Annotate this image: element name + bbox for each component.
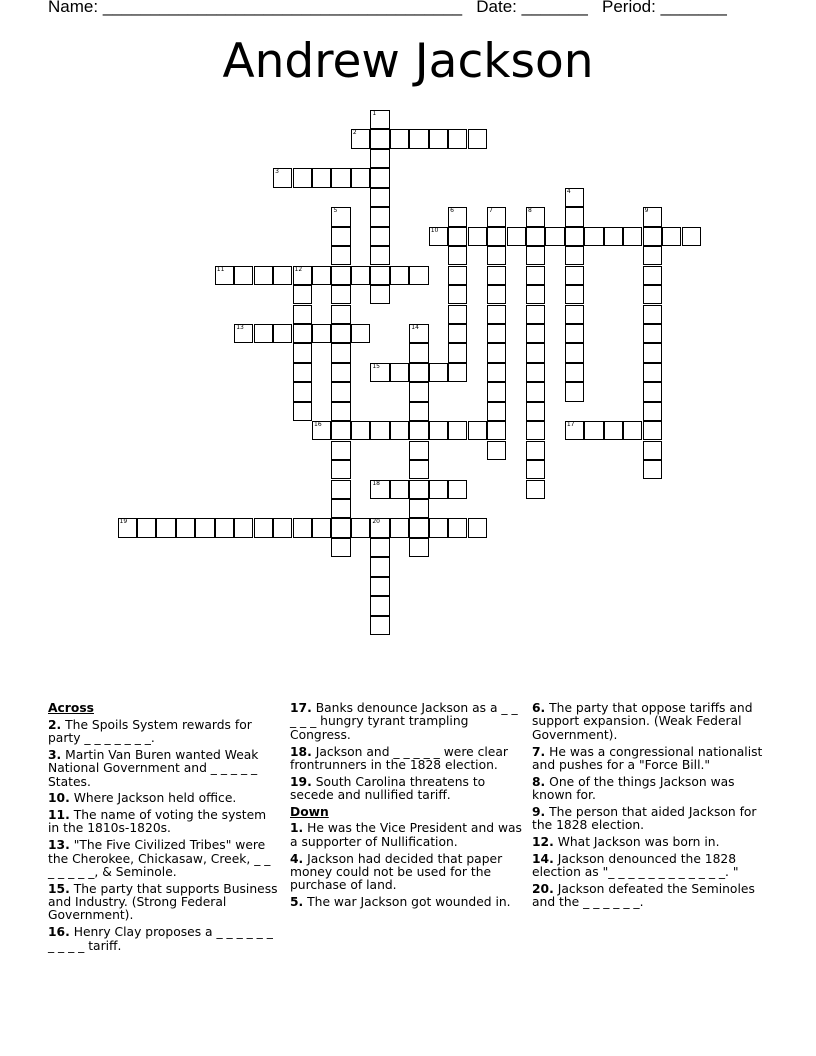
grid-cell[interactable] [623,227,642,246]
down-clue [532,702,764,742]
grid-cell[interactable] [526,266,545,285]
clue-num: 14. [532,851,554,866]
grid-cell[interactable] [351,421,370,440]
grid-cell[interactable] [507,227,526,246]
clue-num: 9. [532,804,546,819]
grid-cell[interactable] [331,480,350,499]
grid-cell[interactable] [604,227,623,246]
clue-num: 10. [48,791,70,806]
grid-cell[interactable] [370,110,389,129]
clue-text: The war Jackson got wounded in. [303,895,511,910]
grid-cell[interactable] [331,207,350,226]
grid-cell[interactable] [526,207,545,226]
grid-cell[interactable] [293,266,312,285]
grid-cell[interactable] [526,246,545,265]
down-clue [290,853,522,893]
clue-num: 12. [532,834,554,849]
grid-cell[interactable] [565,188,584,207]
grid-cell[interactable] [293,305,312,324]
grid-cell[interactable] [409,129,428,148]
grid-cell[interactable] [293,363,312,382]
clue-num: 19. [290,774,312,789]
grid-cell[interactable] [565,382,584,401]
grid-cell[interactable] [643,402,662,421]
grid-cell[interactable] [293,343,312,362]
clue-number: 13 [236,323,244,331]
clue-number: 8 [527,207,532,215]
grid-cell[interactable] [215,266,234,285]
grid-cell[interactable] [331,285,350,304]
clue-number: 16 [314,421,322,429]
grid-cell[interactable] [643,460,662,479]
clue-number: 2 [352,129,357,137]
grid-cell[interactable] [293,518,312,537]
across-clue [48,749,280,789]
clue-num: 2. [48,717,62,732]
grid-cell[interactable] [370,266,389,285]
grid-cell[interactable] [195,518,214,537]
down-clue [532,883,764,910]
clue-num: 3. [48,747,62,762]
grid-cell[interactable] [487,246,506,265]
down-clue [290,896,522,909]
name-label: Name: [48,0,99,16]
grid-cell[interactable] [565,343,584,362]
grid-cell[interactable] [331,343,350,362]
grid-cell[interactable] [526,285,545,304]
across-clue [290,702,522,742]
across-clue [48,792,280,805]
across-clue [290,746,522,773]
grid-cell[interactable] [390,363,409,382]
grid-cell[interactable] [409,421,428,440]
clue-num: 15. [48,881,70,896]
grid-cell[interactable] [293,382,312,401]
grid-cell[interactable] [390,480,409,499]
grid-cell[interactable] [331,363,350,382]
grid-cell[interactable] [643,266,662,285]
clue-number: 7 [489,207,493,215]
grid-cell[interactable] [526,421,545,440]
across-clue [48,719,280,746]
clue-text: Jackson defeated the Seminoles and the _ _ _ _ _ _. [532,881,755,910]
period-line[interactable]: _______ [660,0,727,16]
date-line[interactable]: _______ [521,0,588,16]
grid-cell[interactable] [370,129,389,148]
grid-cell[interactable] [390,266,409,285]
grid-cell[interactable] [448,227,467,246]
grid-cell[interactable] [409,382,428,401]
grid-cell[interactable] [331,518,350,537]
grid-cell[interactable] [487,285,506,304]
grid-cell[interactable] [351,129,370,148]
grid-cell[interactable] [448,246,467,265]
down-heading: Down [290,804,329,819]
across-clue [48,839,280,879]
grid-cell[interactable] [312,421,331,440]
grid-cell[interactable] [448,305,467,324]
grid-cell[interactable] [370,616,389,635]
page-title: Andrew Jackson [222,34,594,89]
clue-num: 18. [290,744,312,759]
grid-cell[interactable] [448,266,467,285]
grid-cell[interactable] [254,266,273,285]
grid-cell[interactable] [331,538,350,557]
clue-number: 3 [275,168,279,176]
grid-cell[interactable] [565,421,584,440]
grid-cell[interactable] [565,266,584,285]
grid-cell[interactable] [254,518,273,537]
grid-cell[interactable] [370,557,389,576]
grid-cell[interactable] [526,305,545,324]
grid-cell[interactable] [526,324,545,343]
grid-cell[interactable] [604,421,623,440]
clues-column-3 [532,702,764,913]
down-clue [532,776,764,803]
grid-cell[interactable] [565,324,584,343]
grid-cell[interactable] [448,207,467,226]
grid-cell[interactable] [643,285,662,304]
period-label: Period: [602,0,656,16]
grid-cell[interactable] [293,324,312,343]
name-line[interactable]: ______________________________________ [102,0,463,16]
grid-cell[interactable] [370,285,389,304]
clue-num: 1. [290,821,304,836]
across-clue [48,809,280,836]
grid-cell[interactable] [370,168,389,187]
grid-cell[interactable] [137,518,156,537]
grid-cell[interactable] [156,518,175,537]
clue-text: Where Jackson held office. [69,791,237,806]
grid-cell[interactable] [584,421,603,440]
grid-cell[interactable] [409,363,428,382]
clue-text: Jackson and _ _ _ _ _ were clear frontrunners in the 1828 election. [290,744,508,772]
grid-cell[interactable] [487,441,506,460]
grid-cell[interactable] [526,382,545,401]
clue-num: 11. [48,808,70,823]
clue-number: 6 [450,207,454,215]
grid-cell[interactable] [643,305,662,324]
clue-num: 6. [532,701,546,715]
grid-cell[interactable] [429,363,448,382]
clue-text: Banks denounce Jackson as a _ _ _ _ _ hungry tyrant trampling Congress. [290,701,518,742]
grid-cell[interactable] [448,518,467,537]
clue-num: 16. [48,925,70,940]
grid-cell[interactable] [234,324,253,343]
grid-cell[interactable] [176,518,195,537]
grid-cell[interactable] [643,343,662,362]
clue-num: 13. [48,838,70,853]
grid-cell[interactable] [643,227,662,246]
grid-cell[interactable] [370,188,389,207]
grid-cell[interactable] [565,246,584,265]
grid-cell[interactable] [545,227,564,246]
grid-cell[interactable] [643,324,662,343]
grid-cell[interactable] [526,460,545,479]
grid-cell[interactable] [487,363,506,382]
grid-cell[interactable] [390,421,409,440]
clue-number: 12 [294,265,303,273]
grid-cell[interactable] [351,324,370,343]
clue-text: One of the things Jackson was known for. [532,774,735,803]
clue-number: 10 [430,226,439,234]
grid-cell[interactable] [273,168,292,187]
grid-cell[interactable] [487,266,506,285]
clue-number: 19 [119,518,128,526]
grid-cell[interactable] [293,285,312,304]
grid-cell[interactable] [331,246,350,265]
grid-cell[interactable] [409,480,428,499]
grid-cell[interactable] [331,382,350,401]
clue-number: 17 [566,421,575,429]
across-clue [48,926,280,953]
grid-cell[interactable] [331,441,350,460]
grid-cell[interactable] [312,168,331,187]
grid-cell[interactable] [215,518,234,537]
grid-cell[interactable] [331,499,350,518]
down-clue [532,853,764,880]
clues-column-1 [48,702,280,956]
grid-cell[interactable] [643,363,662,382]
grid-cell[interactable] [331,305,350,324]
grid-cell[interactable] [448,343,467,362]
grid-cell[interactable] [565,227,584,246]
grid-cell[interactable] [643,441,662,460]
grid-cell[interactable] [662,227,681,246]
grid-cell[interactable] [409,266,428,285]
grid-cell[interactable] [468,129,487,148]
grid-cell[interactable] [448,129,467,148]
grid-cell[interactable] [370,518,389,537]
grid-cell[interactable] [487,382,506,401]
clue-number: 18 [372,479,380,487]
grid-cell[interactable] [487,305,506,324]
grid-cell[interactable] [526,441,545,460]
grid-cell[interactable] [623,421,642,440]
grid-cell[interactable] [312,266,331,285]
grid-cell[interactable] [487,227,506,246]
grid-cell[interactable] [351,518,370,537]
clue-number: 1 [372,110,377,117]
grid-cell[interactable] [370,246,389,265]
clue-text: The person that aided Jackson for the 1828 election. [532,804,757,833]
grid-cell[interactable] [429,129,448,148]
grid-cell[interactable] [273,518,292,537]
clue-num: 7. [532,744,546,759]
grid-cell[interactable] [234,266,253,285]
clue-number: 9 [644,207,649,215]
grid-cell[interactable] [370,596,389,615]
grid-cell[interactable] [370,538,389,557]
grid-cell[interactable] [390,129,409,148]
clue-text: Martin Van Buren wanted Weak National Government and _ _ _ _ _ States. [48,747,259,789]
grid-cell[interactable] [390,518,409,537]
clue-num: 20. [532,881,554,896]
across-heading: Across [48,701,94,715]
grid-cell[interactable] [370,207,389,226]
grid-cell[interactable] [370,577,389,596]
clue-number: 14 [411,323,419,331]
down-clue [290,822,522,849]
grid-cell[interactable] [526,227,545,246]
clue-text: The party that oppose tariffs and support expansion. (Weak Federal Government). [532,701,753,742]
clue-number: 5 [333,207,338,215]
grid-cell[interactable] [565,285,584,304]
grid-cell[interactable] [409,538,428,557]
grid-cell[interactable] [468,421,487,440]
grid-cell[interactable] [643,246,662,265]
clue-number: 11 [216,265,225,273]
grid-cell[interactable] [118,518,137,537]
grid-cell[interactable] [487,207,506,226]
clue-text: "The Five Civilized Tribes" were the Cherokee, Chickasaw, Creek, _ _ _ _ _ _ _, & Seminole. [48,838,271,879]
clue-text: Jackson had decided that paper money could not be used for the purchase of land. [290,851,503,893]
clue-text: The party that supports Business and Industry. (Strong Federal Government). [48,881,278,923]
grid-cell[interactable] [565,207,584,226]
down-clue [532,836,764,849]
grid-cell[interactable] [429,421,448,440]
grid-cell[interactable] [331,460,350,479]
grid-cell[interactable] [370,227,389,246]
grid-cell[interactable] [565,305,584,324]
grid-cell[interactable] [331,324,350,343]
clue-num: 8. [532,774,546,789]
grid-cell[interactable] [331,266,350,285]
grid-cell[interactable] [468,227,487,246]
grid-cell[interactable] [584,227,603,246]
grid-cell[interactable] [468,518,487,537]
clue-num: 17. [290,701,312,715]
grid-cell[interactable] [254,324,273,343]
grid-cell[interactable] [448,324,467,343]
grid-cell[interactable] [409,518,428,537]
grid-cell[interactable] [409,324,428,343]
grid-cell[interactable] [682,227,701,246]
grid-cell[interactable] [351,168,370,187]
grid-cell[interactable] [409,441,428,460]
grid-cell[interactable] [370,149,389,168]
grid-cell[interactable] [331,421,350,440]
grid-cell[interactable] [565,363,584,382]
grid-cell[interactable] [409,343,428,362]
clue-text: He was a congressional nationalist and pushes for a "Force Bill." [532,744,763,772]
grid-cell[interactable] [312,324,331,343]
grid-cell[interactable] [370,363,389,382]
clue-number: 20 [372,518,380,526]
grid-cell[interactable] [429,518,448,537]
clue-text: What Jackson was born in. [553,834,720,849]
grid-cell[interactable] [409,499,428,518]
across-clue [290,776,522,803]
grid-cell[interactable] [370,480,389,499]
clue-number: 15 [372,362,380,370]
grid-cell[interactable] [487,343,506,362]
clue-text: South Carolina threatens to secede and nullified tariff. [290,774,486,803]
grid-cell[interactable] [273,324,292,343]
clue-num: 4. [290,851,304,866]
grid-cell[interactable] [351,266,370,285]
grid-cell[interactable] [448,421,467,440]
grid-cell[interactable] [526,402,545,421]
clue-text: The name of voting the system in the 1810s-1820s. [48,808,267,836]
grid-cell[interactable] [409,460,428,479]
clue-text: Henry Clay proposes a _ _ _ _ _ _ _ _ _ _ tariff. [48,925,273,953]
grid-cell[interactable] [273,266,292,285]
across-clue [48,883,280,923]
grid-cell[interactable] [487,402,506,421]
clue-num: 5. [290,895,304,910]
grid-cell[interactable] [448,363,467,382]
grid-cell[interactable] [643,207,662,226]
clues-column-2 [290,702,522,913]
down-clue [532,746,764,773]
clue-text: He was the Vice President and was a supporter of Nullification. [290,821,522,849]
grid-cell[interactable] [643,421,662,440]
grid-cell[interactable] [429,480,448,499]
down-clue [532,806,764,833]
grid-cell[interactable] [487,324,506,343]
clue-number: 4 [566,187,571,195]
date-label: Date: [476,0,517,16]
clue-text: Jackson denounced the 1828 election as "_ _ _ _ _ _ _ _ _ _ _ _. " [532,851,739,879]
grid-cell[interactable] [526,343,545,362]
grid-cell[interactable] [448,285,467,304]
grid-cell[interactable] [331,168,350,187]
grid-cell[interactable] [526,480,545,499]
grid-cell[interactable] [331,227,350,246]
clue-text: The Spoils System rewards for party _ _ _ _ _ _ _. [48,717,252,746]
grid-cell[interactable] [331,402,350,421]
grid-cell[interactable] [526,363,545,382]
grid-cell[interactable] [234,518,253,537]
grid-cell[interactable] [293,402,312,421]
grid-cell[interactable] [448,480,467,499]
grid-cell[interactable] [429,227,448,246]
grid-cell[interactable] [370,421,389,440]
grid-cell[interactable] [487,421,506,440]
grid-cell[interactable] [643,382,662,401]
grid-cell[interactable] [312,518,331,537]
grid-cell[interactable] [293,168,312,187]
grid-cell[interactable] [409,402,428,421]
